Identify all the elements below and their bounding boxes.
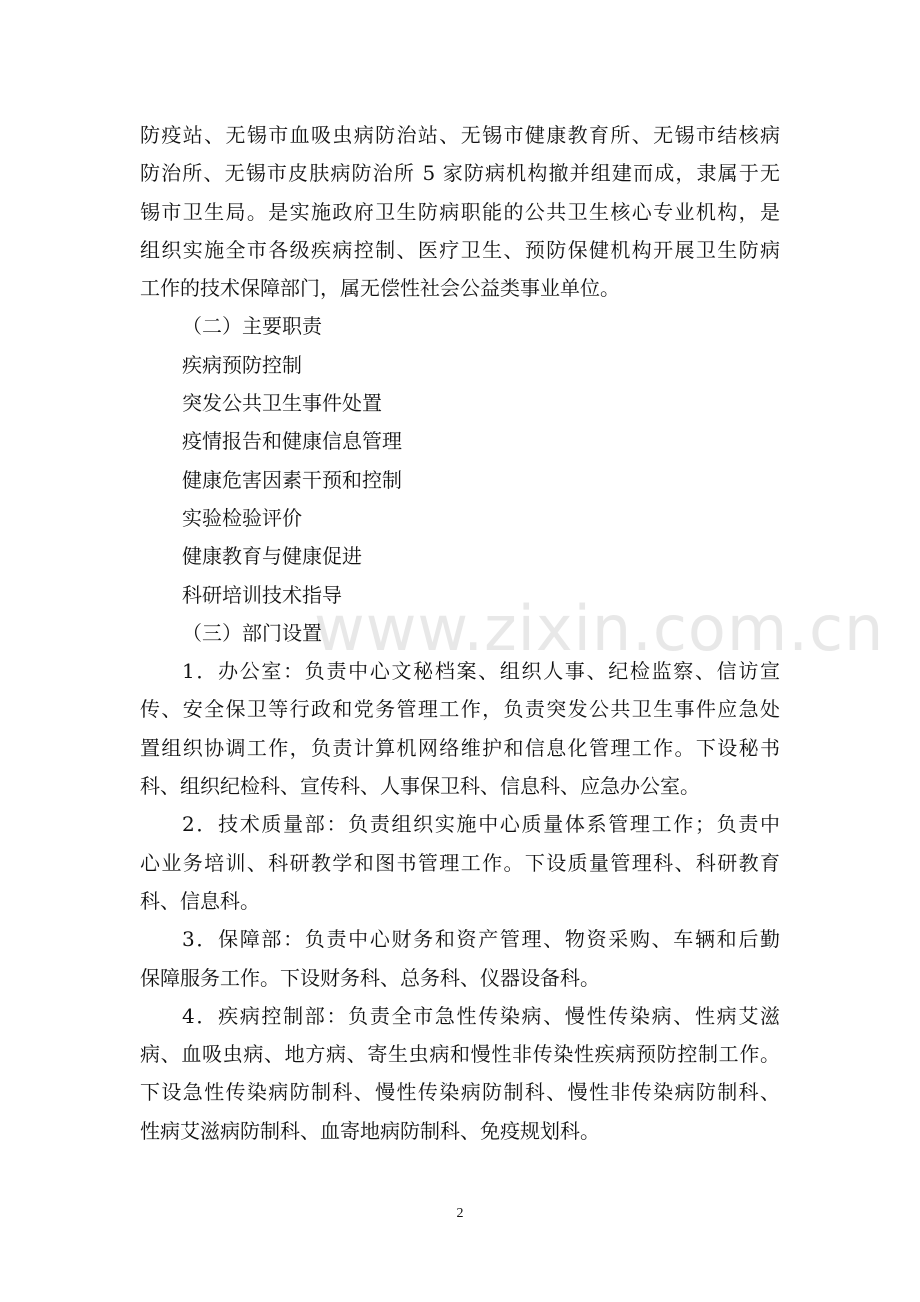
text-line: 工作的技术保障部门，属无偿性社会公益类事业单位。 bbox=[140, 276, 620, 301]
watermark: www.zixin.com.cn bbox=[314, 592, 885, 665]
duty-item: 突发公共卫生事件处置 bbox=[182, 391, 382, 416]
text-line: 心业务培训、科研教学和图书管理工作。下设质量管理科、科研教育 bbox=[140, 850, 780, 875]
duty-item: 疫情报告和健康信息管理 bbox=[182, 429, 402, 454]
intro-paragraph bbox=[140, 116, 780, 307]
text-line: 置组织协调工作，负责计算机网络维护和信息化管理工作。下设秘书 bbox=[140, 735, 780, 760]
duty-item: 科研培训技术指导 bbox=[182, 582, 342, 607]
text-line: 传、安全保卫等行政和党务管理工作，负责突发公共卫生事件应急处 bbox=[140, 697, 780, 722]
text-line: 2．技术质量部：负责组织实施中心质量体系管理工作；负责中 bbox=[182, 812, 780, 837]
text-line: 1．办公室：负责中心文秘档案、组织人事、纪检监察、信访宣 bbox=[182, 659, 780, 684]
page-number: 2 bbox=[456, 1206, 464, 1221]
duty-item: 疾病预防控制 bbox=[182, 352, 302, 377]
text-line: 防疫站、无锡市血吸虫病防治站、无锡市健康教育所、无锡市结核病 bbox=[140, 123, 780, 147]
text-line: 保障服务工作。下设财务科、总务科、仪器设备科。 bbox=[140, 965, 600, 990]
text-line: 科、信息科。 bbox=[140, 888, 260, 913]
duties-section bbox=[140, 307, 780, 613]
department-technical-quality bbox=[140, 805, 780, 920]
department-support bbox=[140, 920, 780, 997]
text-line: 4．疾病控制部：负责全市急性传染病、慢性传染病、性病艾滋 bbox=[182, 1003, 780, 1028]
text-line: 锡市卫生局。是实施政府卫生防病职能的公共卫生核心专业机构，是 bbox=[140, 199, 780, 224]
text-line: 科、组织纪检科、宣传科、人事保卫科、信息科、应急办公室。 bbox=[140, 774, 700, 799]
duty-item: 健康危害因素干预和控制 bbox=[182, 467, 402, 492]
text-line: 性病艾滋病防制科、血寄地病防制科、免疫规划科。 bbox=[140, 1118, 600, 1143]
text-line: 下设急性传染病防制科、慢性传染病防制科、慢性非传染病防制科、 bbox=[140, 1080, 780, 1105]
text-line: 3．保障部：负责中心财务和资产管理、物资采购、车辆和后勤 bbox=[182, 927, 780, 952]
text-line: 组织实施全市各级疾病控制、医疗卫生、预防保健机构开展卫生防病 bbox=[140, 237, 780, 262]
department-office bbox=[140, 652, 780, 805]
department-disease-control bbox=[140, 997, 780, 1150]
page-body bbox=[140, 116, 780, 1150]
departments-section bbox=[140, 614, 780, 1150]
duty-item: 健康教育与健康促进 bbox=[182, 544, 362, 569]
section-heading-duties: （二）主要职责 bbox=[182, 314, 322, 339]
duty-item: 实验检验评价 bbox=[182, 505, 302, 530]
text-line: 病、血吸虫病、地方病、寄生虫病和慢性非传染性疾病预防控制工作。 bbox=[140, 1042, 780, 1067]
text-line: 防治所、无锡市皮肤病防治所 5 家防病机构撤并组建而成，隶属于无 bbox=[140, 161, 780, 186]
section-heading-departments: （三）部门设置 bbox=[182, 620, 322, 645]
